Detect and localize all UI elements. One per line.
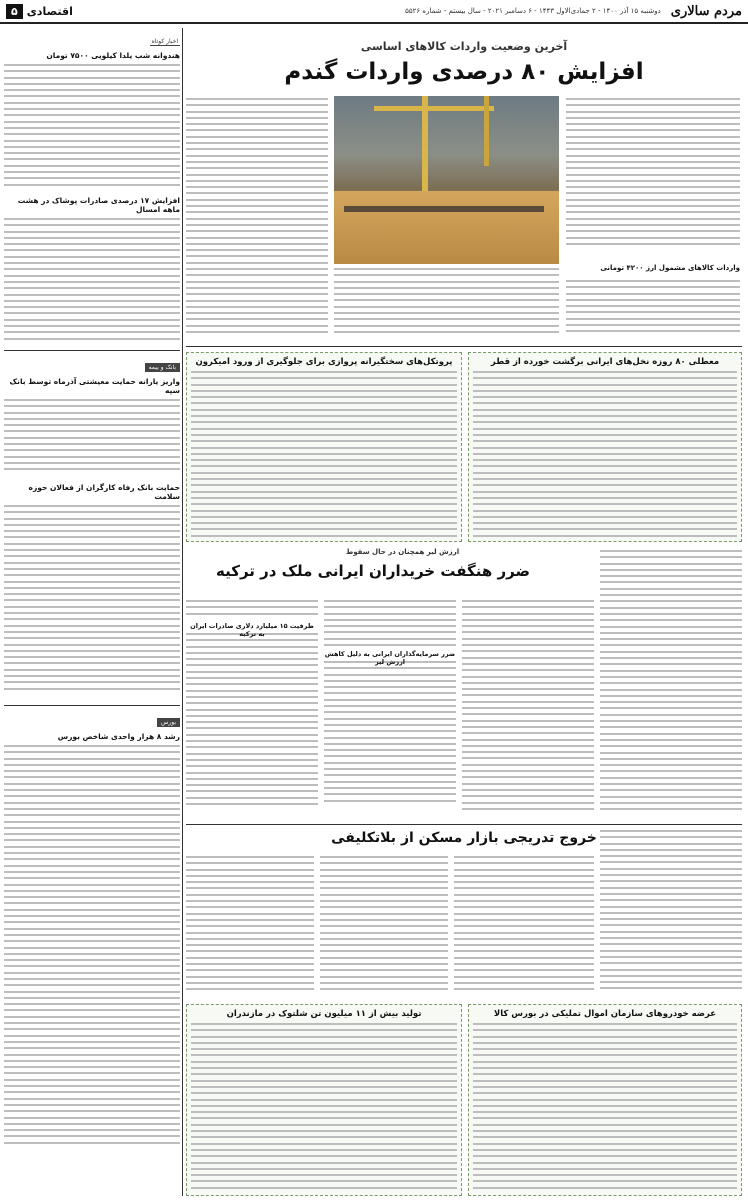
turkey-inline-title-2: ظرفیت ۱۵ میلیارد دلاری صادرات ایران به ترکیه: [190, 622, 314, 638]
cargo-ship-photo: [334, 96, 559, 264]
sidebar: [4, 28, 180, 1196]
sidebar-story-1-text: [4, 64, 180, 192]
sidebar-divider: [182, 28, 183, 1196]
sidebar-story-3-text: [4, 399, 180, 479]
pcr-box-title: پروتکل‌های سختگیرانه پروازی برای جلوگیری از ورود امیکرون: [195, 357, 453, 367]
sidebar-story-4-text: [4, 505, 180, 699]
sidebar-tag-news: اخبار کوتاه: [151, 38, 178, 45]
sidebar-story-4-title: حمایت بانک رفاه کارگران از فعالان حوزه سلامت: [28, 483, 180, 501]
turkey-text-col-1: [600, 550, 742, 818]
housing-text-col-3: [320, 856, 448, 1000]
lead-subhead: واردات کالاهای مشمول ارز ۴۲۰۰ تومانی: [600, 264, 740, 272]
masthead: [0, 0, 748, 24]
rice-box-title: تولید بیش از ۱۱ میلیون تن شلتوک در مازندران: [226, 1009, 422, 1019]
sidebar-story-3-title: واریز یارانه حمایت معیشتی آذرماه توسط بانک سپه: [9, 377, 180, 395]
sidebar-tag-bank: بانک و بیمه: [145, 363, 180, 372]
paper-name: مردم سالاری: [670, 3, 742, 19]
rice-production-box: [186, 1004, 462, 1196]
sidebar-story-5-text: [4, 745, 180, 1155]
sidebar-story-2-title: افزایش ۱۷ درصدی صادرات پوشاک در هشت ماهه امسال: [17, 196, 180, 214]
lead-text-col-right-2: [566, 280, 740, 342]
housing-text-col-2: [454, 856, 594, 1000]
sidebar-story-2-text: [4, 218, 180, 344]
qatar-dates-box: [468, 352, 742, 542]
section-label: [6, 4, 73, 19]
housing-text-col-4: [186, 856, 314, 1000]
lead-text-under-photo: [334, 268, 559, 342]
housing-text-col-1: [600, 830, 742, 1000]
pcr-flights-box: [186, 352, 462, 542]
sidebar-story-1-title: هندوانه شب یلدا کیلویی ۷۵۰۰ تومان: [46, 51, 180, 60]
auto-box-title: عرضه خودروهای سازمان اموال تملیکی در بورس کالا: [493, 1009, 717, 1019]
divider: [186, 824, 742, 825]
turkey-body: [186, 600, 594, 818]
sidebar-story-5-title: رشد ۸ هزار واحدی شاخص بورس: [57, 732, 180, 741]
sidebar-tag-bourse: بورس: [157, 718, 180, 727]
auto-auction-box: [468, 1004, 742, 1196]
lead-kicker: آخرین وضعیت واردات کالاهای اساسی: [360, 40, 568, 53]
dateline: دوشنبه ۱۵ آذر ۱۴۰۰ - ۲ جمادی‌الاول ۱۴۴۳ - ۶ دسامبر ۲۰۲۱ - سال بیستم - شماره ۵۵۲۶: [405, 7, 661, 15]
turkey-headline: ضرر هنگفت خریداران ایرانی ملک در ترکیه: [216, 562, 530, 580]
divider: [186, 346, 742, 347]
turkey-kicker: ارزش لیر همچنان در حال سقوط: [346, 548, 460, 556]
page-number: ۵: [6, 4, 23, 19]
turkey-inline-title-1: ضرر سرمایه‌گذاران ایرانی به دلیل کاهش ارزش لیر: [324, 650, 456, 666]
lead-header: [186, 38, 742, 94]
lead-headline: افزایش ۸۰ درصدی واردات گندم: [284, 59, 644, 85]
section-name: اقتصادی: [26, 4, 73, 18]
lead-text-col-left: [186, 98, 328, 342]
housing-headline: خروج تدریجی بازار مسکن از بلاتکلیفی: [331, 830, 597, 846]
lead-text-col-right: [566, 98, 740, 258]
qatar-box-title: معطلی ۸۰ روزه نخل‌های ایرانی برگشت خورده از قطر: [490, 357, 720, 367]
